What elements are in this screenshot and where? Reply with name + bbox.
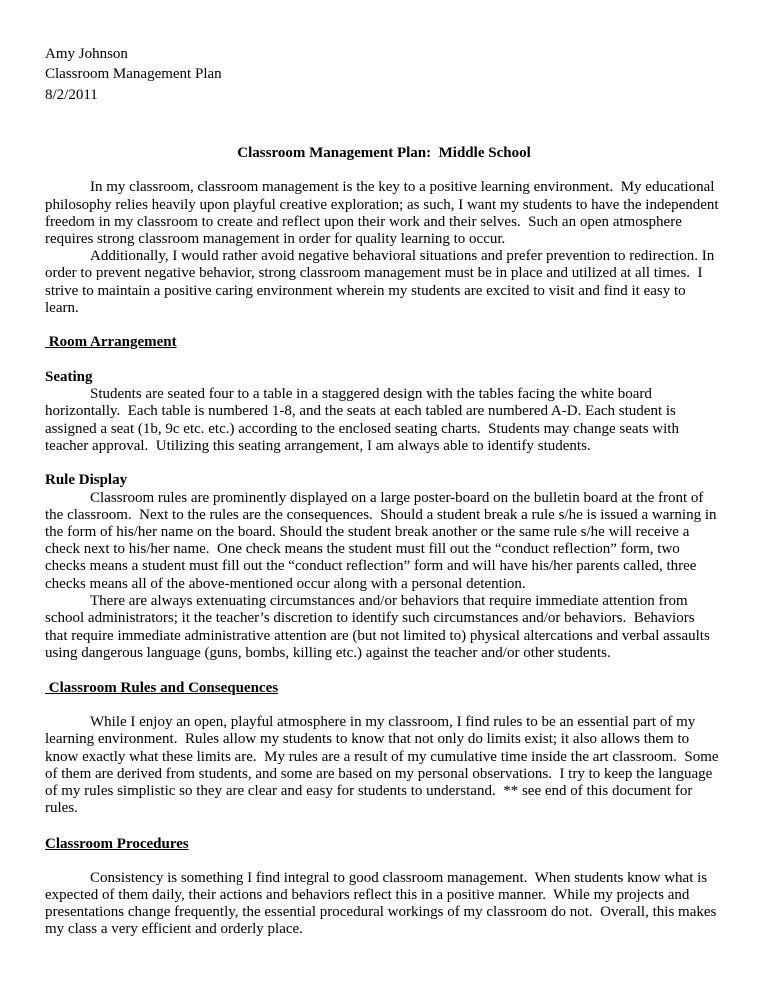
seating-line: teacher approval. Utilizing this seating arrangement, I am always able to identify students. — [45, 438, 591, 454]
rule-display-line: school administrators; it the teacher’s discretion to identify such circumstances and/or behaviors. Behaviors — [45, 610, 695, 626]
document-date: 8/2/2011 — [45, 87, 98, 103]
document-title: Classroom Management Plan: Middle School — [237, 145, 531, 161]
rule-display-line: Classroom rules are prominently displayed on a large poster-board on the bulletin board at the front of — [90, 490, 704, 506]
rule-display-line: that require immediate administrative attention are (but not limited to) physical altercations and verbal assaults — [45, 628, 710, 644]
intro-p1-line: requires strong classroom management in order for quality learning to occur. — [45, 231, 506, 247]
rule-display-line: There are always extenuating circumstances and/or behaviors that require immediate attention from — [90, 593, 688, 609]
rule-display-line: checks means all of the above-mentioned occur along with a personal detention. — [45, 576, 526, 592]
intro-p2-line: Additionally, I would rather avoid negative behavioral situations and prefer prevention to redirection. In — [90, 248, 715, 264]
author-name: Amy Johnson — [45, 46, 128, 62]
rule-display-line: the classroom. Next to the rules are the consequences. Should a student break a rule s/he is issued a warning in — [45, 507, 717, 523]
intro-p1-line: In my classroom, classroom management is the key to a positive learning environment. My educational — [90, 179, 715, 195]
rule-display-line: checks means a student must fill out the “conduct reflection” form and will have his/her parents called, three — [45, 558, 697, 574]
rules-consequences-heading: Classroom Rules and Consequences — [45, 680, 279, 696]
intro-p2-line: strive to maintain a positive caring environment wherein my students are excited to visit and find it easy to — [45, 283, 686, 299]
rules-line: know exactly what these limits are. My rules are a result of my cumulative time inside the art classroom. Some — [45, 749, 719, 765]
rule-display-line: check next to his/her name. One check means the student must fill out the “conduct reflection” form, two — [45, 541, 680, 557]
rules-line: rules. — [45, 800, 78, 816]
procedures-line: Consistency is something I find integral to good classroom management. When students know what is — [90, 870, 708, 886]
rule-display-line: using dangerous language (guns, bombs, killing etc.) against the teacher and/or other students. — [45, 645, 611, 661]
seating-line: horizontally. Each table is numbered 1-8, and the seats at each tabled are numbered A-D. Each student is — [45, 403, 676, 419]
procedures-line: presentations change frequently, the essential procedural workings of my classroom do not. Overall, this makes — [45, 904, 717, 920]
seating-line: assigned a seat (1b, 9c etc. etc.) according to the enclosed seating charts. Students may change seats with — [45, 421, 679, 437]
seating-heading: Seating — [45, 369, 93, 385]
room-arrangement-heading: Room Arrangement — [45, 334, 177, 350]
intro-p2-line: order to prevent negative behavior, strong classroom management must be in place and utilized at all times. I — [45, 265, 703, 281]
rules-line: While I enjoy an open, playful atmosphere in my classroom, I find rules to be an essential part of my — [90, 714, 696, 730]
rule-display-heading: Rule Display — [45, 472, 128, 488]
procedures-heading: Classroom Procedures — [45, 836, 189, 852]
rules-line: of my rules simplistic so they are clear and easy for students to understand. ** see end of this document for — [45, 783, 693, 799]
procedures-line: my class a very efficient and orderly place. — [45, 921, 303, 937]
intro-p1-line: philosophy relies heavily upon playful creative exploration; as such, I want my students to have the independent — [45, 197, 719, 213]
rule-display-line: the form of his/her name on the board. Should the student break another or the same rule s/he will receive a — [45, 524, 690, 540]
rules-line: learning environment. Rules allow my students to know that not only do limits exist; it also allows them to — [45, 731, 690, 747]
seating-line: Students are seated four to a table in a staggered design with the tables facing the white board — [90, 386, 652, 402]
intro-p2-line: learn. — [45, 300, 79, 316]
rules-line: of them are derived from students, and some are based on my personal observations. I try to keep the language — [45, 766, 713, 782]
procedures-line: expected of them daily, their actions and behaviors reflect this in a positive manner. While my projects and — [45, 887, 690, 903]
intro-p1-line: freedom in my classroom to create and reflect upon their work and their selves. Such an open atmosphere — [45, 214, 682, 230]
document-label: Classroom Management Plan — [45, 66, 222, 82]
